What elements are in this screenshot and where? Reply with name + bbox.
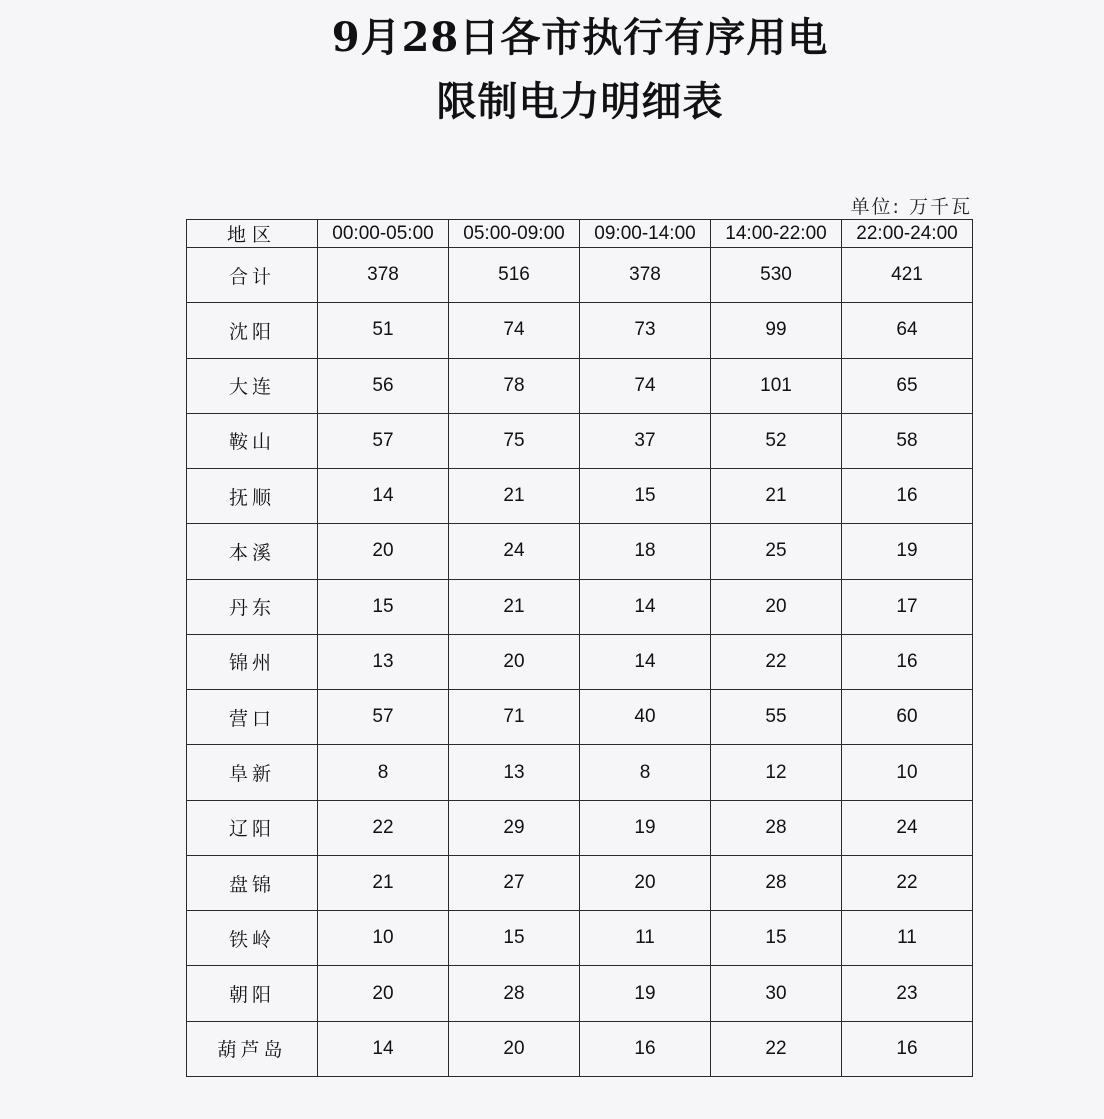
table-row — [187, 634, 973, 689]
value-cell: 58 — [842, 413, 973, 468]
value-cell: 78 — [449, 358, 580, 413]
value-cell: 20 — [580, 855, 711, 910]
value-cell: 21 — [711, 469, 842, 524]
region-cell: 大连 — [187, 358, 318, 413]
value-cell: 60 — [842, 690, 973, 745]
value-cell: 378 — [580, 248, 711, 303]
value-cell: 19 — [580, 966, 711, 1021]
region-cell: 合计 — [187, 248, 318, 303]
value-cell: 56 — [318, 358, 449, 413]
value-cell: 74 — [449, 303, 580, 358]
document-title-line-2: 限制电力明细表 — [436, 78, 724, 125]
value-cell: 19 — [580, 800, 711, 855]
table-row — [187, 248, 973, 303]
value-cell: 57 — [318, 413, 449, 468]
value-cell: 16 — [842, 634, 973, 689]
value-cell: 29 — [449, 800, 580, 855]
region-cell: 盘锦 — [187, 855, 318, 910]
power-limit-table — [186, 219, 973, 1077]
value-cell: 57 — [318, 690, 449, 745]
region-cell: 铁岭 — [187, 911, 318, 966]
value-cell: 37 — [580, 413, 711, 468]
table-row — [187, 303, 973, 358]
value-cell: 99 — [711, 303, 842, 358]
value-cell: 65 — [842, 358, 973, 413]
region-cell: 葫芦岛 — [187, 1021, 318, 1076]
region-cell: 抚顺 — [187, 469, 318, 524]
value-cell: 16 — [842, 1021, 973, 1076]
table-row — [187, 579, 973, 634]
value-cell: 8 — [580, 745, 711, 800]
value-cell: 73 — [580, 303, 711, 358]
value-cell: 530 — [711, 248, 842, 303]
value-cell: 17 — [842, 579, 973, 634]
table-row — [187, 690, 973, 745]
value-cell: 15 — [711, 911, 842, 966]
value-cell: 20 — [711, 579, 842, 634]
value-cell: 22 — [711, 634, 842, 689]
value-cell: 10 — [318, 911, 449, 966]
value-cell: 20 — [449, 634, 580, 689]
value-cell: 21 — [318, 855, 449, 910]
value-cell: 11 — [842, 911, 973, 966]
value-cell: 13 — [318, 634, 449, 689]
value-cell: 22 — [318, 800, 449, 855]
value-cell: 21 — [449, 469, 580, 524]
value-cell: 24 — [449, 524, 580, 579]
header-period-4: 14:00-22:00 — [711, 220, 842, 248]
table-body — [187, 248, 973, 1077]
table-row — [187, 745, 973, 800]
value-cell: 22 — [711, 1021, 842, 1076]
document-title-line-1: 9月28日各市执行有序用电 — [331, 14, 829, 61]
value-cell: 12 — [711, 745, 842, 800]
table-row — [187, 966, 973, 1021]
value-cell: 55 — [711, 690, 842, 745]
region-cell: 本溪 — [187, 524, 318, 579]
value-cell: 8 — [318, 745, 449, 800]
region-cell: 阜新 — [187, 745, 318, 800]
value-cell: 10 — [842, 745, 973, 800]
value-cell: 16 — [842, 469, 973, 524]
value-cell: 516 — [449, 248, 580, 303]
region-cell: 锦州 — [187, 634, 318, 689]
table-row — [187, 911, 973, 966]
value-cell: 20 — [318, 524, 449, 579]
value-cell: 421 — [842, 248, 973, 303]
table-row — [187, 469, 973, 524]
header-region: 地区 — [187, 220, 318, 248]
header-period-5: 22:00-24:00 — [842, 220, 973, 248]
table-row — [187, 524, 973, 579]
value-cell: 22 — [842, 855, 973, 910]
value-cell: 20 — [449, 1021, 580, 1076]
value-cell: 52 — [711, 413, 842, 468]
value-cell: 14 — [580, 634, 711, 689]
value-cell: 14 — [318, 469, 449, 524]
header-period-1: 00:00-05:00 — [318, 220, 449, 248]
value-cell: 51 — [318, 303, 449, 358]
value-cell: 64 — [842, 303, 973, 358]
value-cell: 40 — [580, 690, 711, 745]
unit-label: 单位: 万千瓦 — [850, 196, 972, 218]
region-cell: 沈阳 — [187, 303, 318, 358]
table-row — [187, 800, 973, 855]
value-cell: 15 — [449, 911, 580, 966]
value-cell: 20 — [318, 966, 449, 1021]
region-cell: 辽阳 — [187, 800, 318, 855]
table-row — [187, 1021, 973, 1076]
value-cell: 74 — [580, 358, 711, 413]
value-cell: 19 — [842, 524, 973, 579]
value-cell: 28 — [449, 966, 580, 1021]
value-cell: 378 — [318, 248, 449, 303]
value-cell: 24 — [842, 800, 973, 855]
value-cell: 30 — [711, 966, 842, 1021]
value-cell: 13 — [449, 745, 580, 800]
value-cell: 27 — [449, 855, 580, 910]
table-row — [187, 855, 973, 910]
value-cell: 18 — [580, 524, 711, 579]
table-row — [187, 358, 973, 413]
value-cell: 75 — [449, 413, 580, 468]
region-cell: 营口 — [187, 690, 318, 745]
region-cell: 朝阳 — [187, 966, 318, 1021]
value-cell: 28 — [711, 800, 842, 855]
header-period-3: 09:00-14:00 — [580, 220, 711, 248]
value-cell: 15 — [580, 469, 711, 524]
value-cell: 71 — [449, 690, 580, 745]
region-cell: 鞍山 — [187, 413, 318, 468]
value-cell: 23 — [842, 966, 973, 1021]
value-cell: 16 — [580, 1021, 711, 1076]
value-cell: 15 — [318, 579, 449, 634]
table-row — [187, 413, 973, 468]
value-cell: 11 — [580, 911, 711, 966]
value-cell: 21 — [449, 579, 580, 634]
value-cell: 14 — [318, 1021, 449, 1076]
region-cell: 丹东 — [187, 579, 318, 634]
header-period-2: 05:00-09:00 — [449, 220, 580, 248]
value-cell: 28 — [711, 855, 842, 910]
value-cell: 101 — [711, 358, 842, 413]
value-cell: 25 — [711, 524, 842, 579]
value-cell: 14 — [580, 579, 711, 634]
table-header-row — [187, 220, 973, 248]
